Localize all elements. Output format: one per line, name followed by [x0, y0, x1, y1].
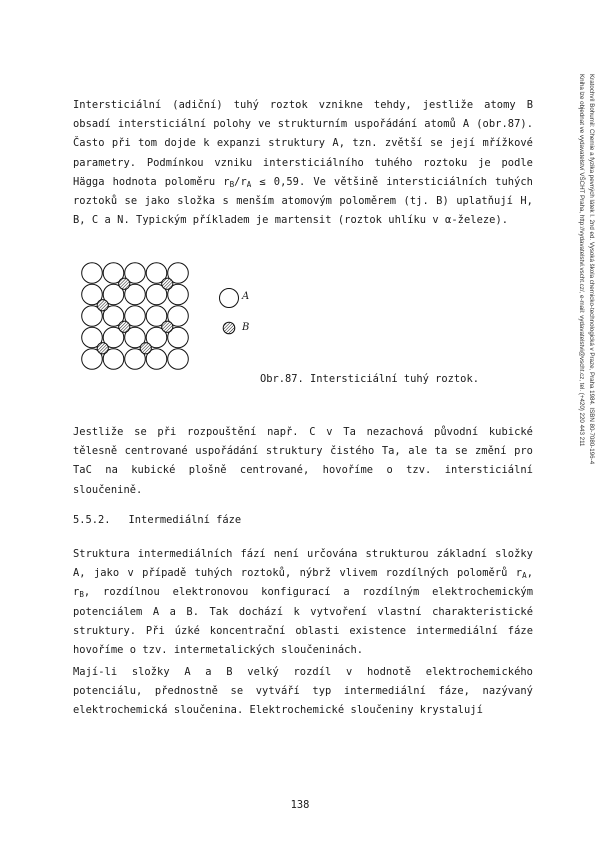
atom-b [97, 300, 108, 311]
figure-caption: Obr.87. Intersticiální tuhý roztok. [260, 373, 479, 385]
subscript: A [522, 571, 527, 581]
text-span: ≤ 0,59. Ve většině intersticiálních tuhých roztoků se jako složka s menším atomovým poloměrem (tj. B) uplatňují H, B, C a N. Typickým příkladem je martensit (roztok uhlíku v α-železe). [73, 175, 533, 227]
paragraph-interstitial-solution [73, 96, 533, 230]
paragraph-interstitial-compound: Jestliže se při rozpouštění např. C v Ta nezachová původní kubické tělesně centrované uspořádání struktury čistého Ta, ale ta se změní pro TaC na kubické plošně centrované, hovoříme o tzv. intersticiální sloučenině. [73, 426, 533, 496]
subscript: A [246, 179, 252, 189]
text-span: Intersticiální (adiční) tuhý roztok vznikne tehdy, jestliže atomy B obsadí intersticiální polohy ve strukturním uspořádání atomů A (obr.87). Často při tom dojde k expanzi struktury A, tzn. zvětší se její mřížkové parametry. Podmínkou vzniku intersticiálního tuhého roztoku je podle Hägga hodnota poloměru r [73, 99, 533, 188]
atom-a [168, 349, 189, 370]
atom-b [162, 321, 173, 332]
lattice-figure [80, 262, 280, 377]
legend-b-label: B [242, 322, 250, 333]
text-span: , r [73, 567, 533, 599]
citation-line: Kratochvíl Bohumil: Chemie a fyzika pevných látek I. 2nd ed. Vysoká škola chemicko-technologická v Praze, Praha 1984. ISBN 80-7080-196-4 [588, 74, 595, 465]
text-span: , rozdílnou elektronovou konfigurací a rozdílným elektrochemickým potenciálem A a B. Tak dochází k vytvoření vlastní charakteristické struktury. Při úzké koncentrační oblasti existence intermediální fáze hovoříme o tzv. intermetalických sloučeninách. [73, 586, 533, 657]
atoms-a-group [82, 263, 189, 370]
text-span: /r [234, 175, 247, 188]
subscript: B [79, 590, 84, 600]
atom-a [82, 263, 103, 284]
atom-b [119, 321, 130, 332]
legend-a-label: A [242, 291, 250, 302]
section-number: 5.5.2. [73, 514, 111, 526]
atom-b [97, 343, 108, 354]
atom-b [162, 278, 173, 289]
paragraph-intermediate-phases [73, 545, 533, 660]
order-info-line: Kniha lze objednat ve vydavatelství VŠCHT Praha, http://vydavatelstvi.vscht.cz/, e-mail: vydavatelstvi@vscht.cz, tel. (+420) 220 443 211 [578, 74, 585, 447]
text-span: Struktura intermediálních fází není určována strukturou základní složky A, jako v případě tuhých roztoků, nýbrž vlivem rozdílných poloměrů r [73, 548, 533, 580]
atom-b [140, 343, 151, 354]
paragraph-electrochemical-compound: Mají-li složky A a B velký rozdíl v hodnotě elektrochemického potenciálu, přednostně se vytváří typ intermediální fáze, nazývaný elektrochemická sloučenina. Elektrochemické sloučeniny krystalují [73, 666, 533, 717]
subscript: B [229, 179, 235, 189]
section-heading [73, 511, 241, 529]
page-number: 138 [290, 799, 310, 811]
atom-a-icon [218, 287, 240, 309]
section-title: Intermediální fáze [128, 514, 242, 526]
atom-b-icon [222, 321, 236, 335]
side-citation-note [562, 74, 596, 594]
atom-b [119, 278, 130, 289]
